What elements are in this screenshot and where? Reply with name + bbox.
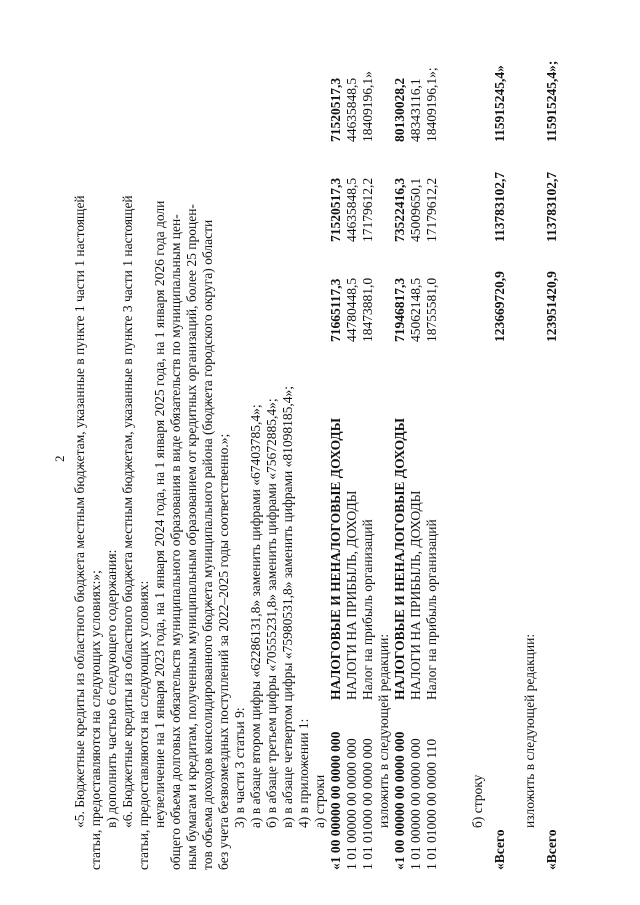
new-total-value-3: 115915245,4»; <box>544 60 559 142</box>
old-row-2-name: НАЛОГИ НА ПРИБЫЛЬ, ДОХОДЫ <box>344 490 359 700</box>
item-4a-text: а) строки <box>312 774 327 828</box>
old-row-1-value-2: 71520517,3 <box>328 177 343 242</box>
old-row-2-value-3: 44635848,5 <box>344 77 359 142</box>
new-row-1-value-2: 73522416,3 <box>392 177 407 242</box>
old-row-2-value-1: 44780448,5 <box>344 277 359 342</box>
new-row-2-value-2: 45009650,1 <box>408 177 423 242</box>
old-row-3-name: Налог на прибыль организаций <box>360 519 375 700</box>
item-3-text: 3) в части 3 статьи 9: <box>232 707 247 828</box>
new-row-2-name: НАЛОГИ НА ПРИБЫЛЬ, ДОХОДЫ <box>408 490 423 700</box>
new-row-1-value-3: 80130028,2 <box>392 77 407 142</box>
old-row-3-code: 1 01 01000 00 0000 000 <box>360 738 375 870</box>
replace-instruction-1: изложить в следующей редакции: <box>376 633 391 828</box>
new-row-2-value-1: 45062148,5 <box>408 277 423 342</box>
new-row-3-value-2: 17179612,2 <box>424 177 439 242</box>
old-row-1-name: НАЛОГОВЫЕ И НЕНАЛОГОВЫЕ ДОХОДЫ <box>328 418 343 700</box>
old-row-2-code: 1 01 00000 00 0000 000 <box>344 738 359 870</box>
old-total-value-2: 113783102,7 <box>492 171 507 242</box>
new-row-1-name: НАЛОГОВЫЕ И НЕНАЛОГОВЫЕ ДОХОДЫ <box>392 418 407 700</box>
old-row-3-value-3: 18409196,1» <box>360 71 375 142</box>
old-row-1-value-3: 71520517,3 <box>328 77 343 142</box>
old-total-value-3: 115915245,4» <box>492 65 507 142</box>
new-row-3-name: Налог на прибыль организаций <box>424 519 439 700</box>
old-row-3-value-1: 18473881,0 <box>360 277 375 342</box>
condition-line-5: без учета безвозмездных поступлений за 2022–2025 годы соответственно.»; <box>216 433 231 870</box>
condition-line-4: тов объема доходов консолидированного бюджета муниципального района (бюджета городского округа) области <box>200 219 215 870</box>
item-3a-text: а) в абзаце втором цифры «62286131,8» заменить цифрами «67403785,4»; <box>248 404 263 828</box>
condition-line-3: ным бумагам и кредитам, полученным муниципальным образованием от кредитных организаций, более 25 процен- <box>184 204 199 870</box>
paragraph-5-line-1: «5. Бюджетные кредиты из областного бюджета местным бюджетам, указанные в пункте 1 части 1 настоящей <box>72 195 87 828</box>
condition-line-1: неувеличение на 1 января 2023 года, на 1 января 2024 года, на 1 января 2025 года, на 1 января 2026 года доли <box>152 200 167 828</box>
new-row-3-value-1: 18755581,0 <box>424 277 439 342</box>
paragraph-6-line-1: «6. Бюджетные кредиты из областного бюджета местным бюджетам, указанные в пункте 3 части 1 настоящей <box>120 195 135 828</box>
old-total-label: «Всего <box>492 829 507 870</box>
item-3b-text: б) в абзаце третьем цифры «70555231,8» заменить цифрами «75672885,4»; <box>264 398 279 828</box>
new-total-value-1: 123951420,9 <box>544 271 559 342</box>
new-row-3-code: 1 01 01000 00 0000 110 <box>424 738 439 870</box>
old-row-2-value-2: 44635848,5 <box>344 177 359 242</box>
paragraph-6-line-2: статьи, предоставляются на следующих условиях: <box>136 580 151 870</box>
rotated-content <box>52 50 612 870</box>
new-row-1-code: «1 00 00000 00 0000 000 <box>392 731 407 870</box>
new-row-2-value-3: 48343116,1 <box>408 78 423 142</box>
item-v-text: в) дополнить частью 6 следующего содержания: <box>104 549 119 828</box>
page-number: 2 <box>52 455 67 462</box>
new-row-3-value-3: 18409196,1»; <box>424 67 439 142</box>
item-4-text: 4) в приложении 1: <box>296 718 311 828</box>
new-total-value-2: 113783102,7 <box>544 171 559 242</box>
old-row-1-code: «1 00 00000 00 0000 000 <box>328 731 343 870</box>
old-row-1-value-1: 71665117,3 <box>328 278 343 342</box>
replace-instruction-2: изложить в следующей редакции: <box>522 633 537 828</box>
condition-line-2: общего объема долговых обязательств муниципального образования в виде обязательств по муниципальным цен- <box>168 214 183 870</box>
new-total-label: «Всего <box>544 829 559 870</box>
new-row-1-value-1: 71946817,3 <box>392 277 407 342</box>
new-row-2-code: 1 01 00000 00 0000 000 <box>408 738 423 870</box>
old-row-3-value-2: 17179612,2 <box>360 177 375 242</box>
paragraph-5-line-2: статьи, предоставляются на следующих условиях:»; <box>88 570 103 870</box>
item-3v-text: в) в абзаце четвертом цифры «75980531,8» заменить цифрами «81098185,4»; <box>280 385 295 828</box>
item-4b-text: б) строку <box>470 774 485 828</box>
old-total-value-1: 123669720,9 <box>492 271 507 342</box>
